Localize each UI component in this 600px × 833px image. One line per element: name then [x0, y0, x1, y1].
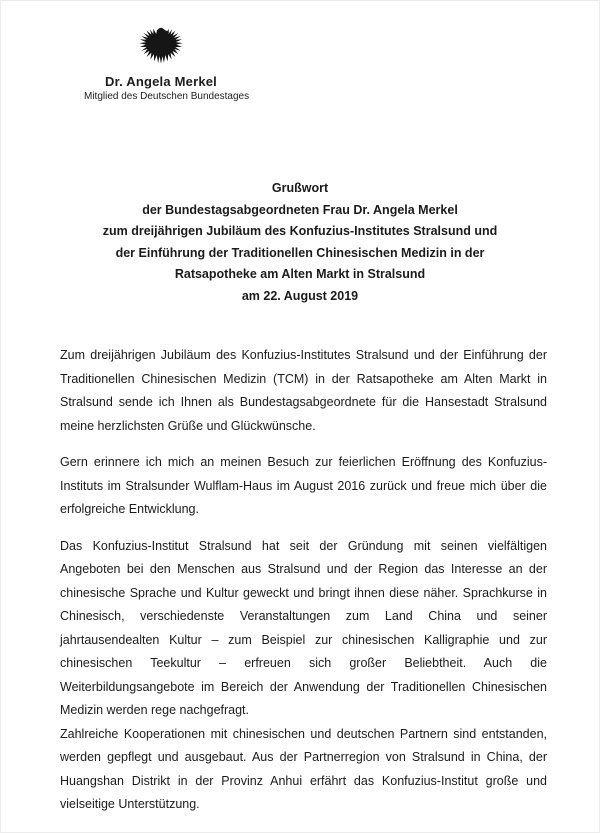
paragraph-greeting: Zum dreijährigen Jubiläum des Konfuzius-Institutes Stralsund und der Einführung der Traditionellen Chinesischen Medizin (TCM) in der Ratsapotheke am Alten Markt in Stralsund sende ich Ihnen als Bundestagsabgeordnete für die Hansestadt Stralsund meine herzlichsten Grüße und Glückwünsche. [60, 348, 547, 433]
paragraph-institute: Das Konfuzius-Institut Stralsund hat seit der Gründung mit seinen vielfältigen Angeboten bei den Menschen aus Stralsund und der Region das Interesse an der chinesische Sprache und Kultur geweckt und bringt ihnen diese näher. Sprachkurse in Chinesisch, verschiedenste Veranstaltungen zum Land China und seiner jahrtausendealten Kultur – zum Beispiel zur chinesischen Kalligraphie und zur chinesischen Teekultur – erfreuen sich großer Beliebtheit. Auch die Weiterbildungsangebote im Bereich der Anwendung der Traditionellen Chinesischen Medizin werden rege nachgefragt. [60, 538, 547, 717]
bundesadler-eagle-icon [137, 24, 185, 69]
title-line-greeting: Grußwort [271, 181, 329, 195]
title-line-occasion-2: der Einführung der Traditionellen Chinesischen Medizin in der [115, 245, 485, 260]
paragraph-memory: Gern erinnere ich mich an meinen Besuch zur feierlichen Eröffnung des Konfuzius-Instituts im Stralsunder Wulflam-Haus im August 2016 zurück und freue mich über die erfolgreiche Entwicklung. [60, 455, 547, 516]
title-line-occasion-1: zum dreijährigen Jubiläum des Konfuzius-Institutes Stralsund und [102, 224, 498, 238]
letter-title-block [48, 178, 552, 307]
letterhead [84, 24, 250, 102]
title-line-author: der Bundestagsabgeordneten Frau Dr. Angela Merkel [142, 202, 458, 217]
member-name: Dr. Angela Merkel [104, 74, 217, 89]
member-role: Mitglied des Deutschen Bundestages [84, 91, 250, 102]
title-line-date: am 22. August 2019 [241, 288, 359, 303]
paragraph-cooperation: Zahlreiche Kooperationen mit chinesischen und deutschen Partnern sind entstanden, werden gepflegt und ausgebaut. Aus der Partnerregion von Stralsund in China, der Huangshan Distrikt in der Provinz Anhui erfährt das Konfuzius-Institut große und vielseitige Unterstützung. [60, 726, 547, 811]
title-line-location: Ratsapotheke am Alten Markt in Stralsund [174, 267, 426, 281]
letter-body [60, 344, 547, 817]
